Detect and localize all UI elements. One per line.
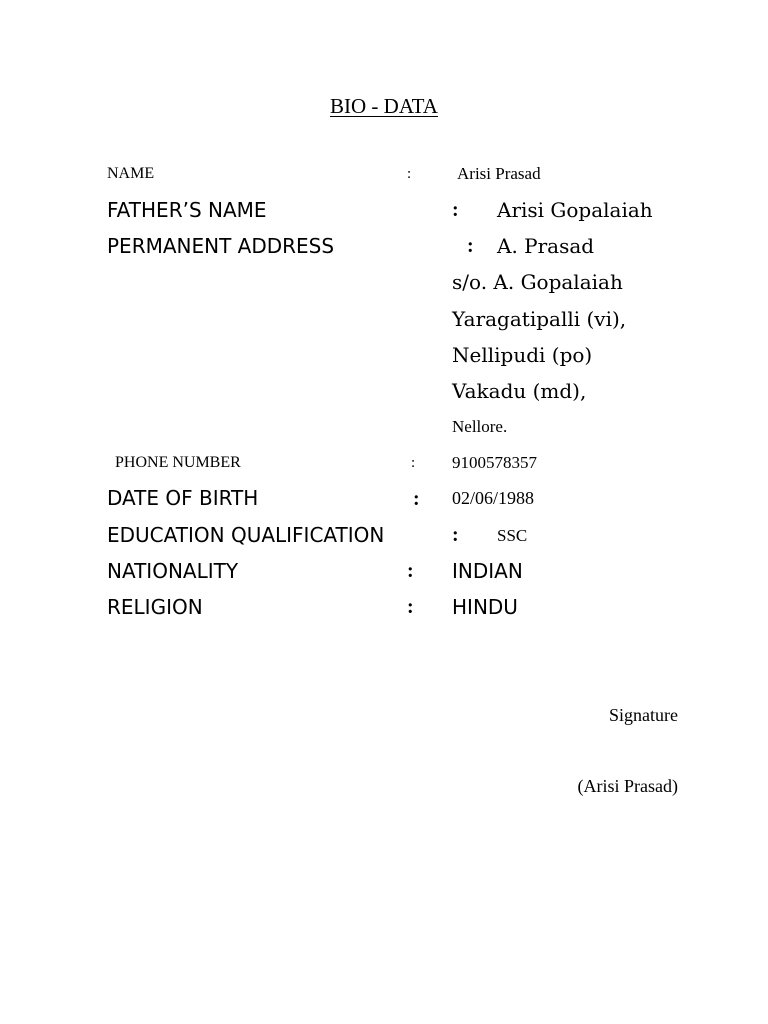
- father-name-colon: :: [452, 199, 459, 221]
- name-colon: :: [407, 166, 412, 182]
- name-value: Arisi Prasad: [457, 164, 541, 183]
- address-line: A. Prasad: [497, 234, 595, 258]
- name-label: NAME: [107, 165, 155, 182]
- permanent-address-label: PERMANENT ADDRESS: [107, 234, 335, 258]
- nationality-value: INDIAN: [452, 559, 523, 583]
- religion-value: HINDU: [452, 595, 518, 619]
- education-qualification-value: SSC: [497, 526, 528, 545]
- signatory-name: (Arisi Prasad): [577, 776, 678, 796]
- religion-label: RELIGION: [107, 595, 203, 619]
- address-line: Nellore.: [452, 417, 508, 436]
- father-name-value: Arisi Gopalaiah: [497, 198, 653, 222]
- address-line: Vakadu (md),: [452, 379, 587, 403]
- phone-number-colon: :: [411, 455, 416, 471]
- education-qualification-label: EDUCATION QUALIFICATION: [107, 523, 385, 547]
- permanent-address-colon: :: [467, 235, 474, 257]
- education-qualification-colon: :: [452, 524, 459, 546]
- phone-number-label: PHONE NUMBER: [115, 454, 241, 471]
- date-of-birth-label: DATE OF BIRTH: [107, 486, 259, 510]
- date-of-birth-colon: :: [413, 488, 420, 510]
- address-line: s/o. A. Gopalaiah: [452, 270, 623, 294]
- phone-number-value: 9100578357: [452, 453, 537, 472]
- document-title: BIO - DATA: [330, 94, 438, 118]
- father-name-label: FATHER’S NAME: [107, 198, 267, 222]
- nationality-colon: :: [407, 560, 414, 582]
- nationality-label: NATIONALITY: [107, 559, 239, 583]
- address-line: Yaragatipalli (vi),: [452, 307, 627, 331]
- signature-label: Signature: [609, 705, 678, 725]
- date-of-birth-value: 02/06/1988: [452, 488, 535, 508]
- address-line: Nellipudi (po): [452, 343, 593, 367]
- religion-colon: :: [407, 596, 414, 618]
